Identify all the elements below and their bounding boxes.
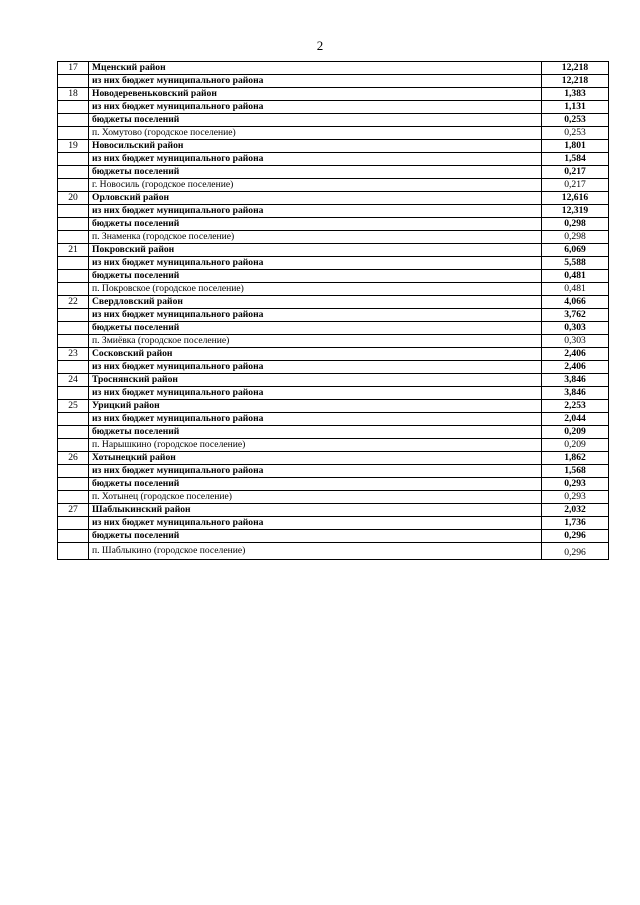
district-row xyxy=(58,504,609,517)
row-number: 17 xyxy=(58,62,89,75)
budget-row xyxy=(58,114,609,127)
budget-row xyxy=(58,426,609,439)
row-name: бюджеты поселений xyxy=(89,218,542,231)
row-number xyxy=(58,205,89,218)
row-name: из них бюджет муниципального района xyxy=(89,153,542,166)
row-name: бюджеты поселений xyxy=(89,166,542,179)
budget-row xyxy=(58,283,609,296)
row-name: бюджеты поселений xyxy=(89,322,542,335)
row-name: Покровский район xyxy=(89,244,542,257)
row-name: п. Покровское (городское поселение) xyxy=(89,283,542,296)
district-row xyxy=(58,88,609,101)
row-value: 0,209 xyxy=(542,439,609,452)
row-number: 21 xyxy=(58,244,89,257)
row-number xyxy=(58,465,89,478)
row-value: 6,069 xyxy=(542,244,609,257)
row-value: 2,406 xyxy=(542,348,609,361)
row-number xyxy=(58,270,89,283)
row-value: 1,568 xyxy=(542,465,609,478)
budget-row xyxy=(58,218,609,231)
row-value: 0,303 xyxy=(542,322,609,335)
budget-row xyxy=(58,543,609,560)
row-number xyxy=(58,413,89,426)
row-value: 2,253 xyxy=(542,400,609,413)
row-name: Урицкий район xyxy=(89,400,542,413)
row-value: 0,253 xyxy=(542,114,609,127)
row-value: 2,406 xyxy=(542,361,609,374)
row-number xyxy=(58,179,89,192)
row-value: 0,481 xyxy=(542,270,609,283)
row-number xyxy=(58,439,89,452)
budget-row xyxy=(58,309,609,322)
row-name: п. Нарышкино (городское поселение) xyxy=(89,439,542,452)
row-number xyxy=(58,166,89,179)
budget-row xyxy=(58,179,609,192)
row-value: 1,862 xyxy=(542,452,609,465)
row-name: п. Змиёвка (городское поселение) xyxy=(89,335,542,348)
row-name: бюджеты поселений xyxy=(89,270,542,283)
budget-row xyxy=(58,387,609,400)
row-number xyxy=(58,491,89,504)
budget-row xyxy=(58,335,609,348)
row-value: 0,253 xyxy=(542,127,609,140)
row-value: 3,846 xyxy=(542,374,609,387)
row-value: 12,319 xyxy=(542,205,609,218)
row-name: Шаблыкинский район xyxy=(89,504,542,517)
row-value: 0,296 xyxy=(542,543,609,560)
row-name: из них бюджет муниципального района xyxy=(89,413,542,426)
row-number xyxy=(58,283,89,296)
row-number: 26 xyxy=(58,452,89,465)
row-value: 3,846 xyxy=(542,387,609,400)
row-number: 20 xyxy=(58,192,89,205)
row-value: 1,383 xyxy=(542,88,609,101)
budget-row xyxy=(58,127,609,140)
row-name: п. Хотынец (городское поселение) xyxy=(89,491,542,504)
row-name: из них бюджет муниципального района xyxy=(89,257,542,270)
district-row xyxy=(58,296,609,309)
row-value: 0,293 xyxy=(542,478,609,491)
row-number: 19 xyxy=(58,140,89,153)
row-number xyxy=(58,478,89,491)
row-number xyxy=(58,153,89,166)
row-name: бюджеты поселений xyxy=(89,426,542,439)
row-value: 0,217 xyxy=(542,166,609,179)
row-value: 0,296 xyxy=(542,530,609,543)
budget-row xyxy=(58,75,609,88)
row-name: из них бюджет муниципального района xyxy=(89,387,542,400)
budget-row xyxy=(58,270,609,283)
row-name: Новосильский район xyxy=(89,140,542,153)
district-row xyxy=(58,192,609,205)
row-number xyxy=(58,114,89,127)
row-number: 18 xyxy=(58,88,89,101)
row-name: бюджеты поселений xyxy=(89,530,542,543)
row-name: г. Новосиль (городское поселение) xyxy=(89,179,542,192)
budget-row xyxy=(58,478,609,491)
row-number xyxy=(58,309,89,322)
row-name: Новодеревеньковский район xyxy=(89,88,542,101)
row-number: 23 xyxy=(58,348,89,361)
budget-row xyxy=(58,153,609,166)
budget-row xyxy=(58,491,609,504)
budget-row xyxy=(58,413,609,426)
row-name: из них бюджет муниципального района xyxy=(89,517,542,530)
row-name: из них бюджет муниципального района xyxy=(89,205,542,218)
row-name: Мценский район xyxy=(89,62,542,75)
district-row xyxy=(58,348,609,361)
row-number xyxy=(58,257,89,270)
budget-row xyxy=(58,439,609,452)
budget-row xyxy=(58,101,609,114)
row-number xyxy=(58,101,89,114)
row-number xyxy=(58,543,89,560)
row-value: 2,044 xyxy=(542,413,609,426)
row-name: из них бюджет муниципального района xyxy=(89,75,542,88)
district-row xyxy=(58,62,609,75)
budget-row xyxy=(58,465,609,478)
row-value: 0,217 xyxy=(542,179,609,192)
row-name: п. Шаблыкино (городское поселение) xyxy=(89,543,542,560)
row-value: 4,066 xyxy=(542,296,609,309)
budget-row xyxy=(58,517,609,530)
district-row xyxy=(58,400,609,413)
row-name: из них бюджет муниципального района xyxy=(89,361,542,374)
row-number: 22 xyxy=(58,296,89,309)
page-number: 2 xyxy=(316,38,324,53)
row-value: 0,298 xyxy=(542,218,609,231)
row-number: 24 xyxy=(58,374,89,387)
budget-table-body xyxy=(58,62,609,560)
row-value: 0,481 xyxy=(542,283,609,296)
row-number xyxy=(58,218,89,231)
row-value: 0,298 xyxy=(542,231,609,244)
row-value: 12,218 xyxy=(542,62,609,75)
district-row xyxy=(58,140,609,153)
row-name: бюджеты поселений xyxy=(89,114,542,127)
row-name: бюджеты поселений xyxy=(89,478,542,491)
row-value: 0,303 xyxy=(542,335,609,348)
budget-table xyxy=(57,61,609,560)
row-number xyxy=(58,530,89,543)
district-row xyxy=(58,374,609,387)
row-name: Хотынецкий район xyxy=(89,452,542,465)
row-value: 5,588 xyxy=(542,257,609,270)
row-value: 12,616 xyxy=(542,192,609,205)
row-number xyxy=(58,231,89,244)
row-value: 0,293 xyxy=(542,491,609,504)
row-value: 2,032 xyxy=(542,504,609,517)
row-number: 25 xyxy=(58,400,89,413)
row-name: п. Знаменка (городское поселение) xyxy=(89,231,542,244)
row-value: 1,736 xyxy=(542,517,609,530)
budget-row xyxy=(58,530,609,543)
row-name: Троснянский район xyxy=(89,374,542,387)
row-number: 27 xyxy=(58,504,89,517)
row-value: 12,218 xyxy=(542,75,609,88)
row-number xyxy=(58,517,89,530)
row-number xyxy=(58,361,89,374)
row-number xyxy=(58,127,89,140)
row-number xyxy=(58,335,89,348)
row-number xyxy=(58,426,89,439)
row-number xyxy=(58,75,89,88)
budget-row xyxy=(58,361,609,374)
budget-row xyxy=(58,231,609,244)
row-value: 1,131 xyxy=(542,101,609,114)
row-value: 1,801 xyxy=(542,140,609,153)
row-name: Сосковский район xyxy=(89,348,542,361)
budget-row xyxy=(58,322,609,335)
district-row xyxy=(58,452,609,465)
row-value: 1,584 xyxy=(542,153,609,166)
row-value: 0,209 xyxy=(542,426,609,439)
budget-row xyxy=(58,166,609,179)
row-number xyxy=(58,387,89,400)
row-name: из них бюджет муниципального района xyxy=(89,101,542,114)
row-number xyxy=(58,322,89,335)
row-name: из них бюджет муниципального района xyxy=(89,465,542,478)
row-name: Орловский район xyxy=(89,192,542,205)
row-name: п. Хомутово (городское поселение) xyxy=(89,127,542,140)
budget-row xyxy=(58,205,609,218)
budget-row xyxy=(58,257,609,270)
row-name: из них бюджет муниципального района xyxy=(89,309,542,322)
district-row xyxy=(58,244,609,257)
row-name: Свердловский район xyxy=(89,296,542,309)
row-value: 3,762 xyxy=(542,309,609,322)
